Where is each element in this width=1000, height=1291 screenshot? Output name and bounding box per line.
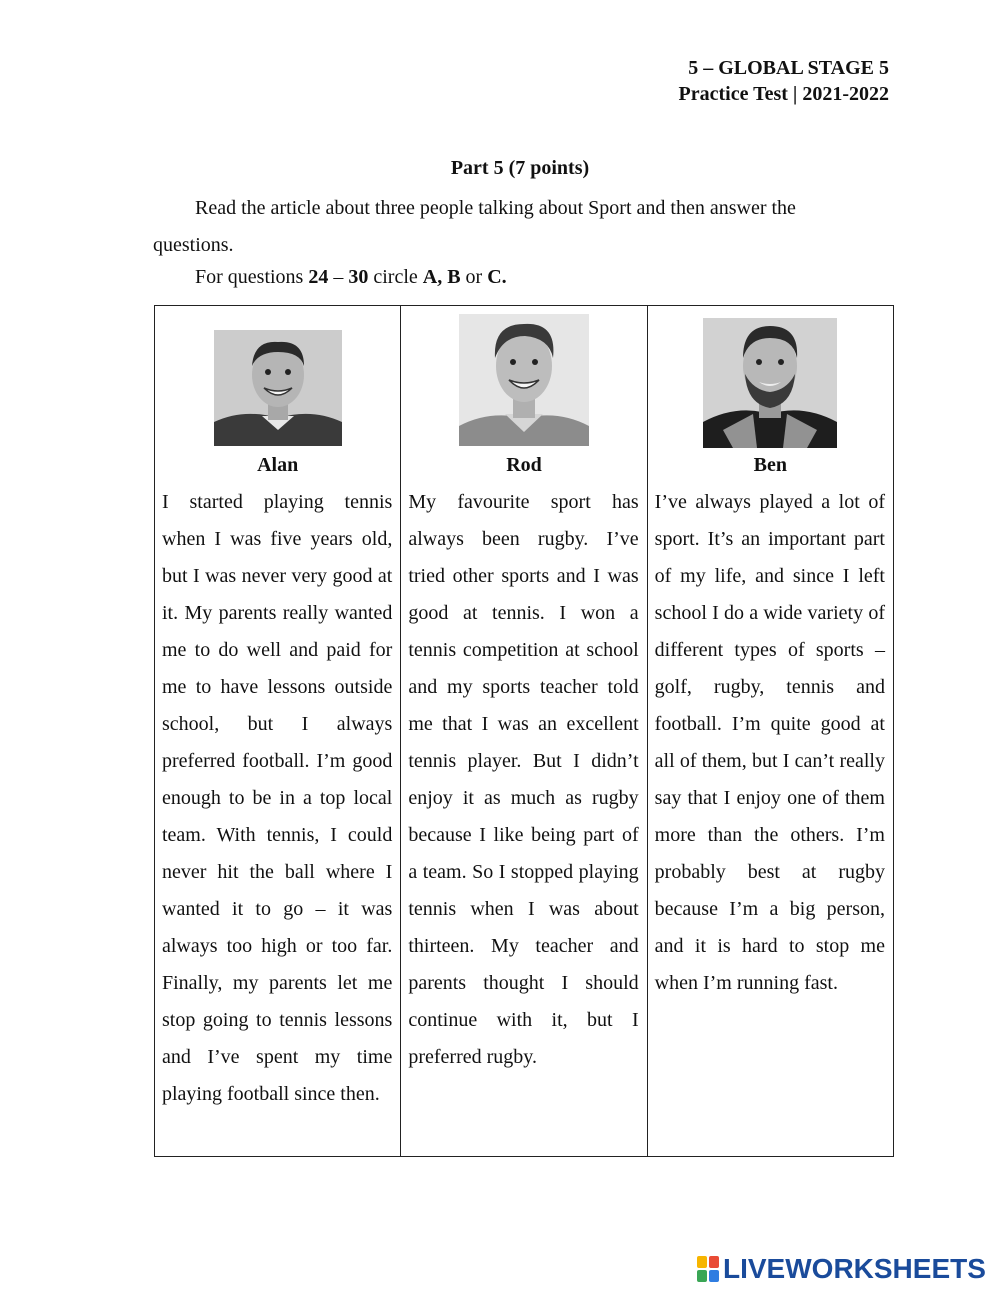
liveworksheets-logo[interactable] — [697, 1253, 986, 1285]
instructions-prefix: For questions — [195, 266, 309, 288]
people-table — [154, 305, 894, 1157]
question-start: 24 — [308, 266, 329, 288]
question-end: 30 — [348, 266, 369, 288]
logo-text: LIVEWORKSHEETS — [723, 1253, 986, 1284]
person-column-ben — [648, 306, 893, 1156]
instructions-or: or — [460, 266, 488, 288]
intro-paragraph — [153, 190, 853, 264]
option-c: C. — [487, 266, 507, 288]
logo-square-icon — [709, 1270, 719, 1282]
alan-photo-icon — [214, 330, 342, 446]
logo-square-icon — [697, 1270, 707, 1282]
person-column-alan — [155, 306, 401, 1156]
person-name: Ben — [753, 454, 787, 476]
page-header — [679, 55, 889, 107]
logo-square-icon — [697, 1256, 707, 1268]
instructions — [195, 266, 507, 289]
person-name: Alan — [257, 454, 299, 476]
logo-mark-icon — [697, 1256, 719, 1282]
header-subtitle: Practice Test | 2021-2022 — [678, 83, 889, 105]
person-text: I’ve always played a lot of sport. It’s an important part of my life, and since I left school I do a wide variety of different types of sports – golf, rugby, tennis and football. I’m quite good at all of them, but I can’t really say that I enjoy one of them more than the others. I’m probably best at rugby because I’m a big person, and it is hard to stop me when I’m running fast. — [654, 491, 885, 994]
person-name: Rod — [506, 454, 542, 476]
rod-photo-icon — [459, 314, 589, 446]
instructions-dash: – — [328, 266, 349, 288]
intro-text: Read the article about three people talking about Sport and then answer the questions. — [153, 197, 796, 256]
logo-square-icon — [709, 1256, 719, 1268]
header-title: 5 – GLOBAL STAGE 5 — [688, 57, 889, 79]
options-ab: A, B — [422, 266, 461, 288]
instructions-middle: circle — [368, 266, 423, 288]
ben-photo-icon — [703, 318, 837, 448]
person-text: My favourite sport has always been rugby. I’ve tried other sports and I was good at tennis. I won a tennis competition at school and my sports teacher told me that I was an excellent tennis player. But I didn’t enjoy it as much as rugby because I like being part of a team. So I stopped playing tennis when I was about thirteen. My teacher and parents thought I should continue with it, but I preferred rugby. — [408, 491, 639, 1068]
person-column-rod — [401, 306, 647, 1156]
part-title: Part 5 (7 points) — [450, 157, 590, 179]
person-text: I started playing tennis when I was five years old, but I was never very good at it. My parents really wanted me to do well and paid for me to have lessons outside school, but I always preferred football. I’m good enough to be in a top local team. With tennis, I could never hit the ball where I wanted it to go – it was always too high or too far. Finally, my parents let me stop going to tennis lessons and I’ve spent my time playing football since then. — [162, 491, 393, 1105]
